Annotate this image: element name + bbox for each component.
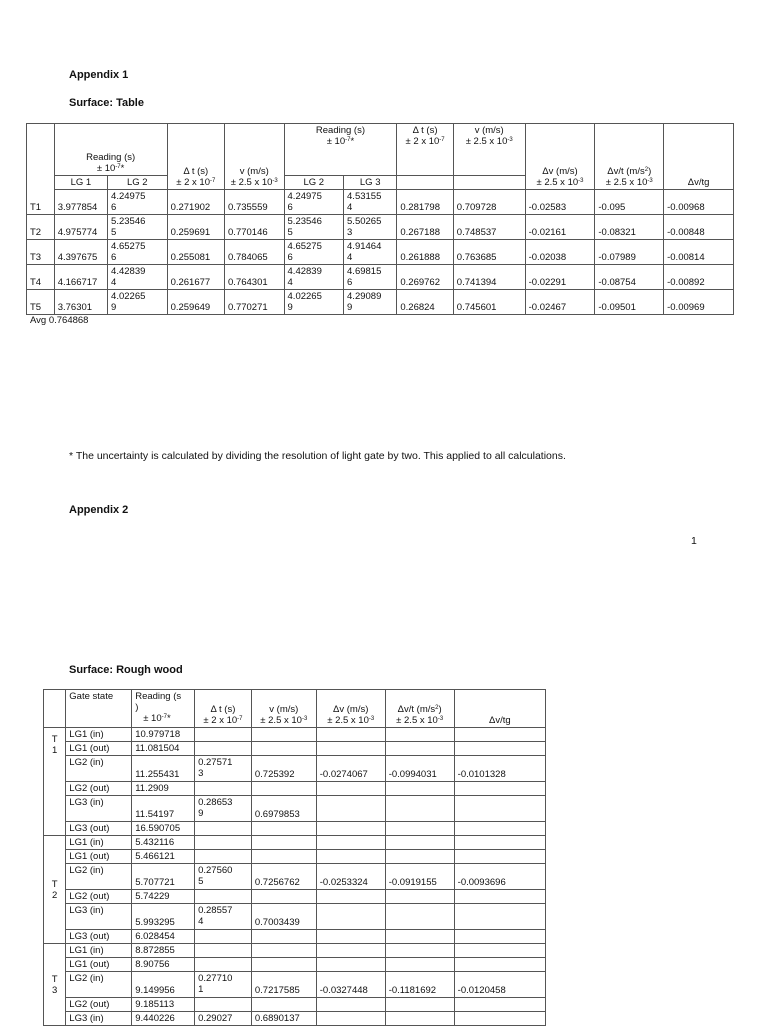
appendix2-surface: Surface: Rough wood (69, 664, 183, 676)
table-row: T4 4.166717 4.42839 4 0.261677 0.764301 4.42839 4 4.69815 6 0.269762 0.741394 -0.02291 -0.08754 -0.00892 (27, 265, 734, 290)
table-row: LG2 (out) 5.74229 (44, 890, 546, 904)
appendix1-table: Reading (s) ± $10^{-7}*$ Δ t (s) ± 2 x $10^{-7}$ v (m/s) ± 2.5 x $10^{-3}$ Reading (s) ± $10^{-7}*$ Δ t (s) ± 2 x $10^{-7}$ v (m/s) ± 2.5 x $10^{-3}$ Δv (m/s) ± 2.5 x $10^{-3}$ Δv/t $(m/s^2)$ ± 2.5 x $10^{-3}$ Δv/tg LG 1 LG 2 LG 2 LG 3 T1 3.977854 4.24975 6 0.271902 0.735559 4.24975 6 4.53155 4 0.281798 0.709728 -0.02583 -0.095 -0.00968 T2 4.975774 5.23546 5 0.259691 0.770146 5.23546 5 5.50265 3 0.267188 0.748537 -0.02161 -0.08321 -0.00848 T3 4.397675 4.65275 6 0.255081 0.784065 4.65275 6 4.91464 4 0.261888 0.763685 -0.02038 -0.07989 -0.00814 T4 4.166717 4.42839 4 0.261677 0.764301 4.42839 4 4.69815 6 0.269762 0.741394 -0.02291 -0.08754 -0.00892 T5 3.76301 4.02265 9 0.259649 0.770271 4.02265 9 4.29089 9 0.26824 0.745601 -0.02467 -0.09501 -0.00969 (26, 123, 734, 315)
table-row: LG3 (in) 11.54197 0.28653 9 0.6979853 (44, 796, 546, 822)
average-value: Avg 0.764868 (30, 315, 89, 326)
uncertainty-footnote: * The uncertainty is calculated by dividing the resolution of light gate by two. This applied to all calculations. (69, 450, 566, 462)
table-row: LG2 (out) 9.185113 (44, 998, 546, 1012)
table-row: LG2 (in) 5.707721 0.27560 5 0.7256762 -0.0253324 -0.0919155 -0.0093696 (44, 864, 546, 890)
appendix2-title: Appendix 2 (69, 504, 129, 516)
appendix1-title: Appendix 1 (69, 69, 129, 81)
table-row: T5 3.76301 4.02265 9 0.259649 0.770271 4.02265 9 4.29089 9 0.26824 0.745601 -0.02467 -0.09501 -0.00969 (27, 290, 734, 315)
table-row: LG2 (in) 9.149956 0.27710 1 0.7217585 -0.0327448 -0.1181692 -0.0120458 (44, 972, 546, 998)
table-row: T 1 LG1 (in) 10.979718 (44, 728, 546, 742)
table-row: LG1 (out) 5.466121 (44, 850, 546, 864)
table-row: LG1 (out) 11.081504 (44, 742, 546, 756)
appendix1-surface: Surface: Table (69, 97, 144, 109)
appendix1-rows (27, 190, 734, 315)
table-row: T 3 LG1 (in) 8.872855 (44, 944, 546, 958)
table-row: T 2 LG1 (in) 5.432116 (44, 836, 546, 850)
table-row: LG3 (out) 6.028454 (44, 930, 546, 944)
table-row: LG3 (in) 9.440226 0.29027 0.6890137 (44, 1012, 546, 1026)
table-row: LG1 (out) 8.90756 (44, 958, 546, 972)
table-row: T3 4.397675 4.65275 6 0.255081 0.784065 4.65275 6 4.91464 4 0.261888 0.763685 -0.02038 -0.07989 -0.00814 (27, 240, 734, 265)
table-row: T1 3.977854 4.24975 6 0.271902 0.735559 4.24975 6 4.53155 4 0.281798 0.709728 -0.02583 -0.095 -0.00968 (27, 190, 734, 215)
table-row: LG3 (out) 16.590705 (44, 822, 546, 836)
appendix2-table: Gate state Reading (s ) ± $10^{-7}*$ Δ t (s) ± 2 x $10^{-7}$ v (m/s) ± 2.5 x $10^{-3}$ Δv (m/s) ± 2.5 x $10^{-3}$ Δv/t $(m/s^2)$ ± 2.5 x $10^{-3}$ Δv/tg T 1 LG1 (in) 10.979718 LG1 (out) 11.081504 LG2 (in) 11.255431 0.27571 3 0.725392 -0.0274067 -0.0994031 -0.0101328 LG2 (out) 11.2909 LG3 (in) 11.54197 0.28653 9 0.6979853 LG3 (out) 16.590705 T 2 LG1 (in) 5.432116 LG1 (out) 5.466121 LG2 (in) 5.707721 0.27560 5 0.7256762 -0.0253324 -0.0919155 -0.0093696 LG2 (out) 5.74229 LG3 (in) 5.993295 0.28557 4 0.7003439 LG3 (out) 6.028454 T 3 LG1 (in) 8.872855 LG1 (out) 8.90756 LG2 (in) 9.149956 0.27710 1 0.7217585 -0.0327448 -0.1181692 -0.0120458 LG2 (out) 9.185113 LG3 (in) 9.440226 0.29027 0.6890137 (43, 689, 546, 1026)
table-row: LG2 (out) 11.2909 (44, 782, 546, 796)
table-row: LG3 (in) 5.993295 0.28557 4 0.7003439 (44, 904, 546, 930)
table-row: T2 4.975774 5.23546 5 0.259691 0.770146 5.23546 5 5.50265 3 0.267188 0.748537 -0.02161 -0.08321 -0.00848 (27, 215, 734, 240)
table-row: LG2 (in) 11.255431 0.27571 3 0.725392 -0.0274067 -0.0994031 -0.0101328 (44, 756, 546, 782)
page-number: 1 (691, 535, 697, 547)
